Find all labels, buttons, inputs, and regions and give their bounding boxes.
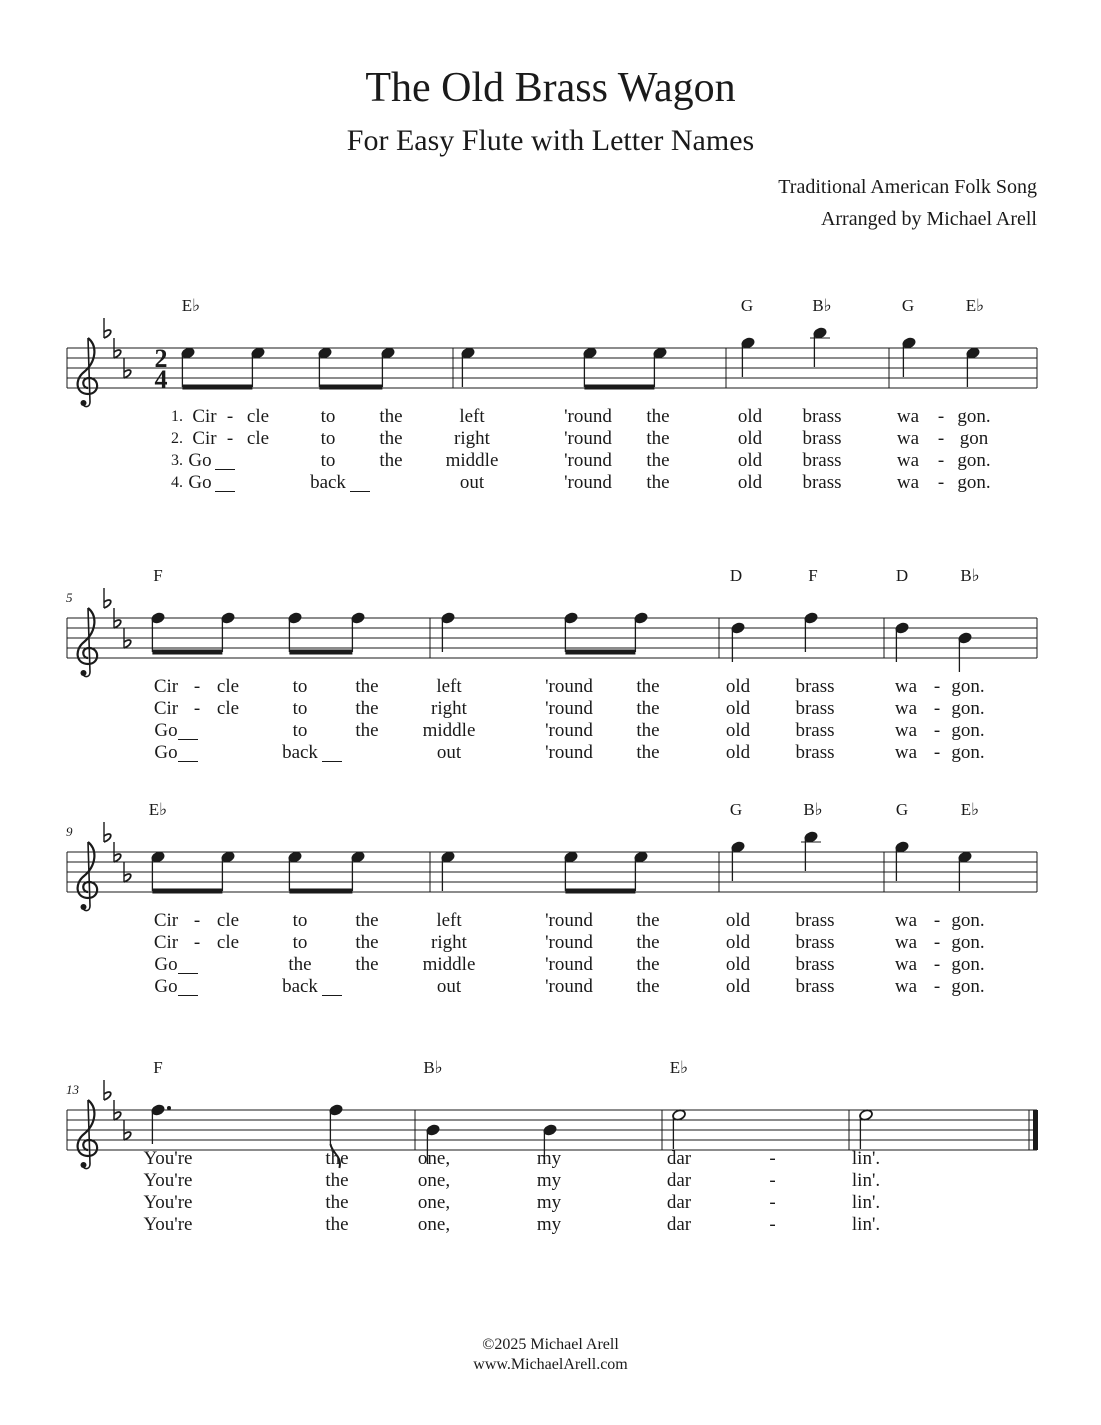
lyric-syllable: Cir [192,428,217,449]
flat-bowl [124,1132,131,1140]
note-letter-name: E♭ [965,296,985,315]
lyric-syllable: wa [896,428,920,449]
measure-number: 13 [66,1082,79,1097]
note-E5-1 [251,347,266,387]
lyric-syllable: old [725,676,751,697]
lyric-syllable: brass [795,910,835,931]
song-title: The Old Brass Wagon [365,65,736,111]
lyric-syllable: to [292,910,308,931]
lyric-syllable: the [325,1170,349,1191]
composer-credit: Traditional American Folk Song [778,176,1037,198]
lyric-syllable: brass [802,406,842,427]
lyric-syllable: lin'. [851,1214,881,1235]
note-E5-6 [634,851,649,891]
lyric-hyphen: - [193,932,201,953]
lyric-syllable: brass [795,954,835,975]
lyric-hyphen: - [933,676,941,697]
lyric-syllable: left [459,406,485,427]
time-signature-bottom: 4 [154,365,168,394]
flat-bowl [114,1112,121,1120]
flat-icon-1 [104,822,111,842]
flat-bowl [104,1092,111,1100]
lyric-extender [350,491,370,492]
note-F5-1 [329,1104,344,1144]
lyric-syllable: cle [246,428,270,449]
lyric-syllable: lin'. [851,1148,881,1169]
lyric-syllable: middle [422,954,476,975]
lyric-syllable: cle [246,406,270,427]
time-signature-top: 2 [154,344,168,373]
note-E5-4 [441,851,456,891]
lyric-hyphen: - [193,910,201,931]
lyric-syllable: old [725,742,751,763]
note-E5-0 [151,851,166,891]
lyric-syllable: out [436,976,462,997]
lyric-syllable: back [282,742,318,763]
flat-bowl [104,330,111,338]
lyric-syllable: old [725,932,751,953]
lyric-syllable: wa [894,932,918,953]
lyric-syllable: 'round [564,450,612,471]
note-letter-name: B♭ [803,800,823,819]
note-letter-name: B♭ [812,296,832,315]
lyric-syllable: brass [795,742,835,763]
lyric-syllable: Go [188,450,212,471]
lyric-syllable: You're [143,1214,193,1235]
lyric-syllable: the [636,720,660,741]
lyric-syllable: the [355,910,379,931]
lyric-syllable: the [636,976,660,997]
lyric-syllable: cle [216,932,240,953]
note-E5-3 [381,347,396,387]
lyric-hyphen: - [937,472,945,493]
lyric-hyphen: - [193,698,201,719]
lyric-syllable: 'round [545,698,593,719]
flat-bowl [124,874,131,882]
lyric-syllable: one, [417,1214,451,1235]
note-letter-name: E♭ [669,1058,689,1077]
treble-clef-curl [78,1100,98,1156]
lyric-syllable: wa [894,698,918,719]
lyric-syllable: the [636,932,660,953]
lyric-syllable: gon. [951,976,985,997]
lyric-syllable: wa [894,742,918,763]
lyric-syllable: brass [802,428,842,449]
lyric-syllable: 'round [545,932,593,953]
lyric-syllable: old [725,698,751,719]
lyric-syllable: Cir [153,698,179,719]
lyric-syllable: the [325,1214,349,1235]
lyric-syllable: Cir [153,910,179,931]
lyric-syllable: to [320,406,336,427]
lyric-syllable: brass [802,450,842,471]
verse-number: 3. [171,452,183,469]
lyric-syllable: 'round [545,910,593,931]
lyric-syllable: wa [894,954,918,975]
lyric-extender [178,973,198,974]
lyric-hyphen: - [933,976,941,997]
note-letter-name: F [153,1058,163,1077]
lyric-hyphen: - [937,450,945,471]
lyric-syllable: my [536,1148,562,1169]
lyric-syllable: the [379,450,403,471]
note-G5-9 [895,841,910,881]
note-F5-8 [804,612,819,652]
lyric-syllable: the [646,406,670,427]
lyric-syllable: wa [896,472,920,493]
lyric-syllable: out [459,472,485,493]
arranger-credit: Arranged by Michael Arell [820,208,1037,230]
note-E5-5 [564,851,579,891]
lyric-syllable: one, [417,1192,451,1213]
note-B5-8 [810,327,830,367]
lyric-syllable: wa [896,450,920,471]
treble-clef-curl [78,608,98,664]
lyric-syllable: left [436,910,462,931]
lyric-syllable: dar [666,1214,692,1235]
lyric-syllable: gon. [951,742,985,763]
measure-number: 9 [66,824,73,839]
lyric-syllable: to [320,450,336,471]
lyric-syllable: old [737,450,763,471]
lyric-syllable: old [725,720,751,741]
note-F5-6 [634,612,649,652]
lyric-syllable: gon. [957,406,991,427]
verse-number: 4. [171,474,183,491]
lyric-syllable: gon [959,428,989,449]
lyric-hyphen: - [769,1148,776,1169]
lyric-hyphen: - [933,698,941,719]
lyric-syllable: 'round [545,742,593,763]
footer-copyright: ©2025 Michael Arell [482,1336,619,1353]
lyric-hyphen: - [933,910,941,931]
lyric-syllable: the [355,954,379,975]
note-E5-1 [221,851,236,891]
note-E5-6 [653,347,668,387]
note-E5-2 [288,851,303,891]
lyric-extender [178,995,198,996]
lyric-syllable: gon. [951,910,985,931]
lyric-syllable: to [292,698,308,719]
lyric-syllable: 'round [545,976,593,997]
lyric-syllable: old [737,428,763,449]
lyric-syllable: 'round [545,954,593,975]
lyric-syllable: to [292,720,308,741]
staff-system-2 [0,566,1101,780]
lyric-syllable: Cir [192,406,217,427]
note-F5-0 [151,1104,171,1144]
note-letter-name: E♭ [181,296,201,315]
note-letter-name: F [808,566,818,585]
note-F5-5 [564,612,579,652]
lyric-extender [215,469,235,470]
lyric-syllable: old [725,910,751,931]
flat-icon-1 [104,1080,111,1100]
note-B4-10 [958,632,973,672]
lyric-syllable: old [725,976,751,997]
lyric-syllable: Go [154,742,178,763]
lyric-syllable: 'round [564,406,612,427]
lyric-syllable: one, [417,1148,451,1169]
lyric-extender [322,761,342,762]
lyric-syllable: brass [802,472,842,493]
lyric-syllable: the [288,954,312,975]
note-F5-2 [288,612,303,652]
lyric-syllable: my [536,1170,562,1191]
lyric-syllable: Go [154,720,178,741]
lyric-syllable: dar [666,1192,692,1213]
lyric-syllable: You're [143,1170,193,1191]
lyric-syllable: wa [896,406,920,427]
lyric-syllable: You're [143,1148,193,1169]
lyric-syllable: gon. [957,472,991,493]
lyric-syllable: the [379,406,403,427]
flat-bowl [114,854,121,862]
lyric-hyphen: - [933,932,941,953]
lyric-syllable: to [292,932,308,953]
lyric-syllable: gon. [951,720,985,741]
note-E5-4 [672,1109,687,1149]
lyric-hyphen: - [769,1192,776,1213]
note-G5-7 [741,337,756,377]
lyric-syllable: my [536,1192,562,1213]
lyric-hyphen: - [937,406,945,427]
lyric-syllable: the [355,676,379,697]
lyric-syllable: lin'. [851,1170,881,1191]
lyric-syllable: wa [894,976,918,997]
lyric-syllable: middle [445,450,499,471]
lyric-syllable: lin'. [851,1192,881,1213]
verse-number: 2. [171,430,183,447]
note-F5-3 [351,612,366,652]
note-B5-8 [801,831,821,871]
note-E5-4 [461,347,476,387]
footer-website[interactable]: www.MichaelArell.com [473,1356,628,1373]
augmentation-dot [167,1106,171,1110]
note-G5-9 [902,337,917,377]
lyric-syllable: one, [417,1170,451,1191]
note-letter-name: D [895,566,909,585]
lyric-syllable: 'round [545,720,593,741]
lyric-syllable: the [636,954,660,975]
staff-system-3 [0,800,1101,1014]
note-F5-0 [151,612,166,652]
lyric-syllable: brass [795,676,835,697]
note-D5-7 [731,622,746,662]
lyric-syllable: old [725,954,751,975]
lyric-syllable: wa [894,910,918,931]
song-subtitle: For Easy Flute with Letter Names [346,124,755,157]
lyric-syllable: the [646,450,670,471]
lyric-syllable: Go [188,472,212,493]
lyric-syllable: Cir [153,932,179,953]
lyric-syllable: my [536,1214,562,1235]
treble-clef-dot [81,400,87,406]
flat-icon-1 [104,588,111,608]
flat-bowl [114,620,121,628]
treble-clef-dot [81,670,87,676]
note-letter-name: D [729,566,743,585]
lyric-extender [178,761,198,762]
measure-number: 5 [66,590,73,605]
note-F5-4 [441,612,456,652]
lyric-syllable: old [737,472,763,493]
lyric-syllable: the [646,428,670,449]
treble-clef-dot [81,904,87,910]
lyric-hyphen: - [193,676,201,697]
lyric-hyphen: - [226,428,234,449]
lyric-syllable: the [325,1148,349,1169]
lyric-syllable: 'round [564,472,612,493]
flat-bowl [124,370,131,378]
note-letter-name: F [153,566,163,585]
lyric-syllable: 'round [545,676,593,697]
lyric-syllable: the [355,698,379,719]
lyric-syllable: the [355,720,379,741]
lyric-hyphen: - [226,406,234,427]
lyric-syllable: the [636,698,660,719]
lyric-syllable: 'round [564,428,612,449]
lyric-hyphen: - [769,1170,776,1191]
lyric-syllable: gon. [951,932,985,953]
lyric-syllable: out [436,742,462,763]
treble-clef-dot [81,1162,87,1168]
staff-svg [0,300,1101,510]
note-G5-7 [731,841,746,881]
lyric-hyphen: - [937,428,945,449]
lyric-syllable: back [310,472,346,493]
flat-bowl [104,600,111,608]
lyric-syllable: dar [666,1170,692,1191]
flat-bowl [124,640,131,648]
note-E5-10 [966,347,981,387]
staff-system-4 [0,1058,1101,1272]
lyric-syllable: the [379,428,403,449]
lyric-syllable: old [737,406,763,427]
lyric-syllable: the [636,910,660,931]
treble-clef-curl [78,338,98,394]
note-E5-10 [958,851,973,891]
lyric-syllable: to [292,676,308,697]
note-letter-name: G [895,800,909,819]
lyric-syllable: right [431,932,467,953]
lyric-syllable: Cir [153,676,179,697]
final-thick-barline [1033,1110,1038,1150]
lyric-syllable: right [431,698,467,719]
lyric-syllable: brass [795,976,835,997]
lyric-syllable: the [646,472,670,493]
note-E5-5 [859,1109,874,1149]
lyric-syllable: You're [143,1192,193,1213]
lyric-syllable: right [454,428,490,449]
lyric-syllable: wa [894,676,918,697]
lyric-syllable: dar [666,1148,692,1169]
lyric-hyphen: - [769,1214,776,1235]
staff-system-1 [0,296,1101,510]
note-letter-name: E♭ [148,800,168,819]
lyric-syllable: cle [216,698,240,719]
lyric-syllable: Go [154,954,178,975]
note-E5-2 [318,347,333,387]
lyric-syllable: brass [795,932,835,953]
lyric-syllable: gon. [951,676,985,697]
lyric-hyphen: - [933,954,941,975]
note-D5-9 [895,622,910,662]
lyric-extender [178,739,198,740]
lyric-syllable: gon. [951,954,985,975]
note-letter-name: G [729,800,743,819]
lyric-syllable: the [355,932,379,953]
lyric-hyphen: - [933,720,941,741]
lyric-syllable: the [325,1192,349,1213]
lyric-syllable: cle [216,910,240,931]
flat-bowl [114,350,121,358]
verse-number: 1. [171,408,183,425]
lyric-syllable: brass [795,720,835,741]
lyric-syllable: the [636,676,660,697]
note-letter-name: E♭ [960,800,980,819]
note-letter-name: G [740,296,754,315]
note-letter-name: G [901,296,915,315]
lyric-hyphen: - [933,742,941,763]
lyric-syllable: wa [894,720,918,741]
lyric-syllable: back [282,976,318,997]
lyric-syllable: gon. [951,698,985,719]
note-E5-0 [181,347,196,387]
lyric-syllable: the [636,742,660,763]
flat-bowl [104,834,111,842]
note-letter-name: B♭ [423,1058,443,1077]
note-F5-1 [221,612,236,652]
lyric-syllable: gon. [957,450,991,471]
note-E5-3 [351,851,366,891]
note-E5-5 [583,347,598,387]
treble-clef-curl [78,842,98,898]
lyric-extender [215,491,235,492]
lyric-extender [322,995,342,996]
lyric-syllable: cle [216,676,240,697]
flat-icon-1 [104,318,111,338]
note-letter-name: B♭ [960,566,980,585]
lyric-syllable: left [436,676,462,697]
lyric-syllable: brass [795,698,835,719]
lyric-syllable: middle [422,720,476,741]
lyric-syllable: Go [154,976,178,997]
lyric-syllable: to [320,428,336,449]
